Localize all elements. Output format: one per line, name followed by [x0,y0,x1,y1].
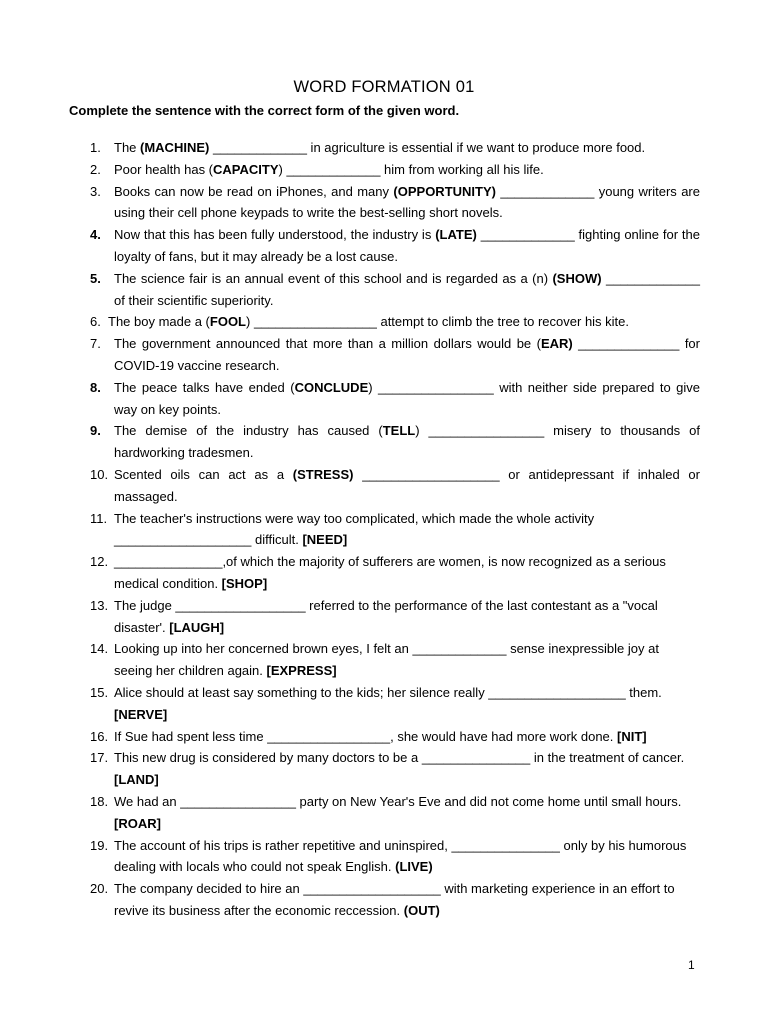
sentence-text: Poor health has ( [114,161,214,177]
item-number: 1. [90,140,101,155]
instruction-text: Complete the sentence with the correct form of the given word. [69,103,460,118]
sentence-text: We had an ________________ party on New Year's Eve and did not come home until small hours. [114,793,682,809]
exercise-item [90,333,700,377]
sentence-text: This new drug is considered by many doctors to be a _______________ in the treatment of cancer. [114,750,685,766]
item-number: 7. [90,336,101,352]
sentence-text: ) _____________ him from working all his life. [278,161,544,177]
exercise-item [90,878,700,922]
exercise-item [90,420,700,464]
item-number: 13. [90,597,109,613]
sentence-text: The boy made a ( [108,314,210,330]
item-number: 4. [90,227,101,243]
sentence-text: _______________,of which the majority of sufferers are women, is now recognized as a serious medical condition. [114,554,666,591]
given-word: [NIT] [617,728,647,744]
item-number: 10. [90,466,109,482]
exercise-item [90,377,700,421]
given-word: TELL [382,423,416,439]
sentence-text: If Sue had spent less time _________________, she would have had more work done. [114,728,618,744]
sentence-text: ___________________ or antidepressant if inhaled or massaged. [114,466,700,504]
item-number: 17. [90,750,109,766]
sentence-text: The company decided to hire an ___________________ with marketing experience in an effort to revive its business after the economic reccession. [114,881,675,918]
item-number: 20. [90,881,109,897]
exercise-item [90,311,700,333]
given-word: (STRESS) [292,466,354,482]
sentence-text: The [114,140,141,155]
given-word: (LIVE) [395,859,433,875]
given-word: (LATE) [435,227,477,243]
item-number: 9. [90,423,101,439]
given-word: [ROAR] [114,815,161,831]
exercise-list [90,137,700,922]
given-word: (OUT) [403,902,440,918]
exercise-item [90,224,700,268]
exercise-item [90,747,700,791]
sentence-text: Looking up into her concerned brown eyes, I felt an _____________ sense inexpressible joy at seeing her children again. [114,641,659,679]
item-number: 15. [90,684,109,700]
sentence-text: Alice should at least say something to the kids; her silence really ___________________ them. [114,684,662,700]
item-number: 11. [90,510,108,526]
sentence-text: The teacher's instructions were way too complicated, which made the whole activity ___________________ difficult. [114,510,595,548]
exercise-item [90,835,700,879]
sentence-text: ) ________________ with neither side prepared to give way on key points. [114,379,700,417]
sentence-text: Scented oils can act as a [114,466,293,482]
given-word: (SHOW) [552,270,602,286]
sentence-text: _____________ fighting online for the loyalty of fans, but it may already be a lost cause. [114,227,700,264]
sentence-text: Now that this has been fully understood, the industry is [114,227,436,243]
item-number: 16. [90,728,109,744]
item-number: 5. [90,270,101,286]
sentence-text: The government announced that more than a million dollars would be ( [114,336,541,352]
item-number: 12. [90,554,109,570]
given-word: (MACHINE) [140,140,210,155]
item-number: 18. [90,793,109,809]
item-number: 8. [90,379,101,395]
item-number: 6. [90,314,101,330]
given-word: CONCLUDE [294,379,369,395]
given-word: [NEED] [302,532,348,548]
sentence-text: The demise of the industry has caused ( [114,423,383,439]
sentence-text: ) _________________ attempt to climb the tree to recover his kite. [246,314,630,330]
sentence-text: Books can now be read on iPhones, and many [114,183,394,199]
sentence-text: The peace talks have ended ( [114,379,295,395]
sentence-text: The account of his trips is rather repetitive and uninspired, _______________ only by his humorous dealing with locals who could not speak English. [114,837,687,875]
sentence-text: _____________ in agriculture is essential if we want to produce more food. [209,140,646,155]
sentence-text: _____________ of their scientific superiority. [114,270,700,308]
exercise-item [90,508,700,552]
sentence-text: ______________ for COVID-19 vaccine research. [114,336,700,373]
sentence-text: The judge __________________ referred to the performance of the last contestant as a "vocal disaster'. [114,597,658,635]
given-word: [LAND] [114,772,159,788]
exercise-item [90,595,700,639]
given-word: [NERVE] [114,706,168,722]
exercise-item [90,268,700,312]
exercise-item [90,726,700,748]
given-word: FOOL [209,314,246,330]
sentence-text: ) ________________ misery to thousands of hardworking tradesmen. [114,423,700,461]
exercise-item [90,791,700,835]
given-word: EAR) [540,336,573,352]
exercise-item [90,638,700,682]
exercise-item [90,137,700,159]
exercise-item [90,159,700,181]
item-number: 3. [90,183,101,199]
exercise-item [90,181,700,225]
sentence-text: The science fair is an annual event of this school and is regarded as a (n) [114,270,553,286]
given-word: (OPPORTUNITY) [393,183,496,199]
given-word: CAPACITY [213,161,279,177]
item-number: 2. [90,161,101,177]
exercise-item [90,682,700,726]
page-title: WORD FORMATION 01 [293,78,475,96]
given-word: [LAUGH] [169,619,225,635]
item-number: 14. [90,641,109,657]
given-word: [EXPRESS] [266,663,337,679]
item-number: 19. [90,837,109,853]
sentence-text: _____________ young writers are using their cell phone keypads to write the best-selling short novels. [114,183,700,221]
exercise-item [90,551,700,595]
exercise-item [90,464,700,508]
page-number: 1 [688,958,695,972]
given-word: [SHOP] [221,575,268,591]
